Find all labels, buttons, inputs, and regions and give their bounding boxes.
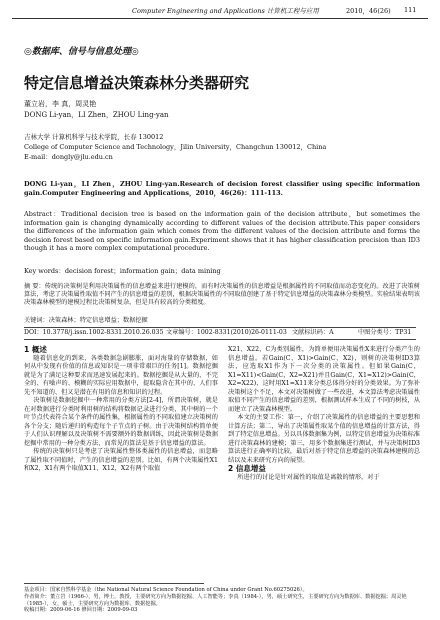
header-rule [12, 18, 428, 19]
volume-issue: 2010，46(26) [346, 7, 391, 15]
paragraph: 决策树是数据挖掘中一种常用的分类方法[2-4]，所谓决策树，就是在对数据进行分类时利用树的结构将数据记录进行分类，其中树的一个叶节点代表符合某个条件的属性集，根据属性的不同取值建立决策树的各个分支；随后递归的构造每个子节点的子树。由于决策树结构简单便于人们认识理解以及决策树不需要额外的数据训练，因此决策树是数据挖掘中常用的一种分类方法，而常见的算法是基于信息增益的算法。 [24, 397, 218, 447]
citation-en: DONG Li-yan，LI Zhen，ZHOU Ling-yan.Research of decision forest classifier using specific information gain.Computer Engineering and Applications，2010，46(26)：111-113. [24, 180, 420, 197]
right-column [228, 346, 420, 482]
divider-top [24, 327, 416, 328]
paragraph: 随着信息化的到来，各类数据急剧膨胀，面对海量的存储数据，如何从中发现有价值的信息或知识是一项非常艰巨的任务[1]。数据挖掘就是为了满足这种要求而迅速发展起来的。数据挖掘是从大量的、不完全的、有噪声的、模糊的实际应用数据中，提取隐含在其中的、人们事先不知道的、但又是潜在有用的信息和知识的过程。 [24, 354, 218, 396]
keywords-en: Key words：decision forest；information gain；data mining [24, 267, 221, 275]
journal-name: Computer Engineering and Applications 计算机工程与应用 [132, 7, 319, 15]
doi: DOI：10.3778/j.issn.1002-8331.2010.26.035 [24, 329, 164, 336]
authors-en: DONG Li-yan，LI Zhen，ZHOU Ling-yan [24, 111, 169, 119]
running-header [0, 6, 440, 28]
article-number: 文章编号：1002-8331(2010)26-0111-03 [166, 329, 287, 336]
author-email: E-mail：dongly@jlu.edu.cn [24, 153, 113, 161]
keywords-cn: 关键词：决策森林；特定信息增益；数据挖掘 [24, 317, 148, 324]
abstract-en: Abstract：Traditional decision tree is based on the information gain of the decision attribute，but sometimes the information gain is changing dynamically according to different values of the decision attribute.This paper considers the differences of the information gain which comes from the different values of the decision attribute and forms the decision forest based on specific information gain.Experiment shows that it has higher classification precision than ID3 though it has a more complex computational procedure. [24, 210, 420, 252]
affiliation-cn: 吉林大学 计算机科学与技术学院，长春 130012 [24, 133, 164, 141]
divider-bottom [24, 339, 416, 340]
paper-title: 特定信息增益决策森林分类器研究 [24, 74, 250, 92]
authors-cn: 董立岩，李 真，周灵艳 [24, 100, 97, 108]
heading-information-gain: 2 信息增益 [228, 464, 266, 473]
paragraph: 所进行的讨论是针对属性的取值是离散的情形，对于 [237, 473, 380, 481]
page-number: 111 [404, 6, 417, 14]
paragraph: 传统的决策树只是考虑了决策属性整体类属性的信息增益，而忽略了属性取不同值时，产生的信息增益的差别。比如，有两个决策属性X1和X2，X1有两个取值X11、X12，X2有两个取值 [24, 448, 218, 472]
document-code: 文献标识码：A [292, 329, 334, 336]
left-column [24, 346, 218, 474]
paragraph: X21、X22，C为类别属性，为简单便用决策属性X来进行分类产生的信息增益。若Gain(C，X1)>Gain(C，X2)，则树的决策树ID3算法，应选取X1作为下一次分类的决策属性。但如果Gain(C，X1=X11)<Gain(C，X2=X21)并且Gain(C，X1=X12)>Gain(C，X2=X22)，这时用X1=X11来分类总体得分好的分类效果。为了弥补决策树这个不足，本文对决策树做了一些改进，本文算法考虑决策属性取值不同产生的信息增益的差别，根据测试样本生成了不同的树枝，从而建立了决策森林模型。 [228, 346, 420, 413]
footnote: 基金项目：国家自然科学基金（the National Natural Science Foundation of China under Grant No.60275026）。 作者简介：董立岩（1966-），男，博士，教授，主要研究方向为数据挖掘、人工智能等；李真（1984-），男，硕士研究生，主要研究方向为数据库、数据挖掘；周灵艳（1985-），女，硕士，主要研究方向为数据库、数据挖掘。 收稿日期：2009-06-16 修回日期：2009-09-03 [24, 587, 407, 614]
affiliation-en: College of Computer Science and Technology，Jilin University，Changchun 130012，China [24, 143, 327, 151]
clc-number: 中图分类号：TP31 [358, 329, 412, 336]
section-label: ◎数据库、信号与信息处理◎ [24, 47, 139, 57]
paragraph: 本文的主要工作：第一，介绍了决策属性的信息增益的主要思想和计算方法；第二，导出了决策属性取某个值的信息增益的计算方法，得到了特定信息增益。另以具体数据集为例，以特定信息增益为决策标准进行决策森林的建模；第三，用多个数据集进行测试，并与决策树ID3算法进行正确率的比较，最后对基于特定信息增益的决策森林建模的总结以及未来研究方向的展望。 [228, 414, 420, 464]
heading-overview: 1 概述 [24, 345, 47, 354]
abstract-cn: 摘 要：传统的决策树是利用决策属性的信息增益来进行建模的，而有时决策属性的信息增益是根据属性的不同取值而动态变化的。改进了决策树算法，考虑了决策属性取值不同产生的信息增益的差别，根据决策属性的不同取值创建了基于特定信息增益的决策森林分类模型。实验结果表明该决策森林模型的建模过程比决策树复杂，但是具有较高的分类精度。 [24, 283, 420, 307]
footnote-rule [24, 583, 204, 584]
